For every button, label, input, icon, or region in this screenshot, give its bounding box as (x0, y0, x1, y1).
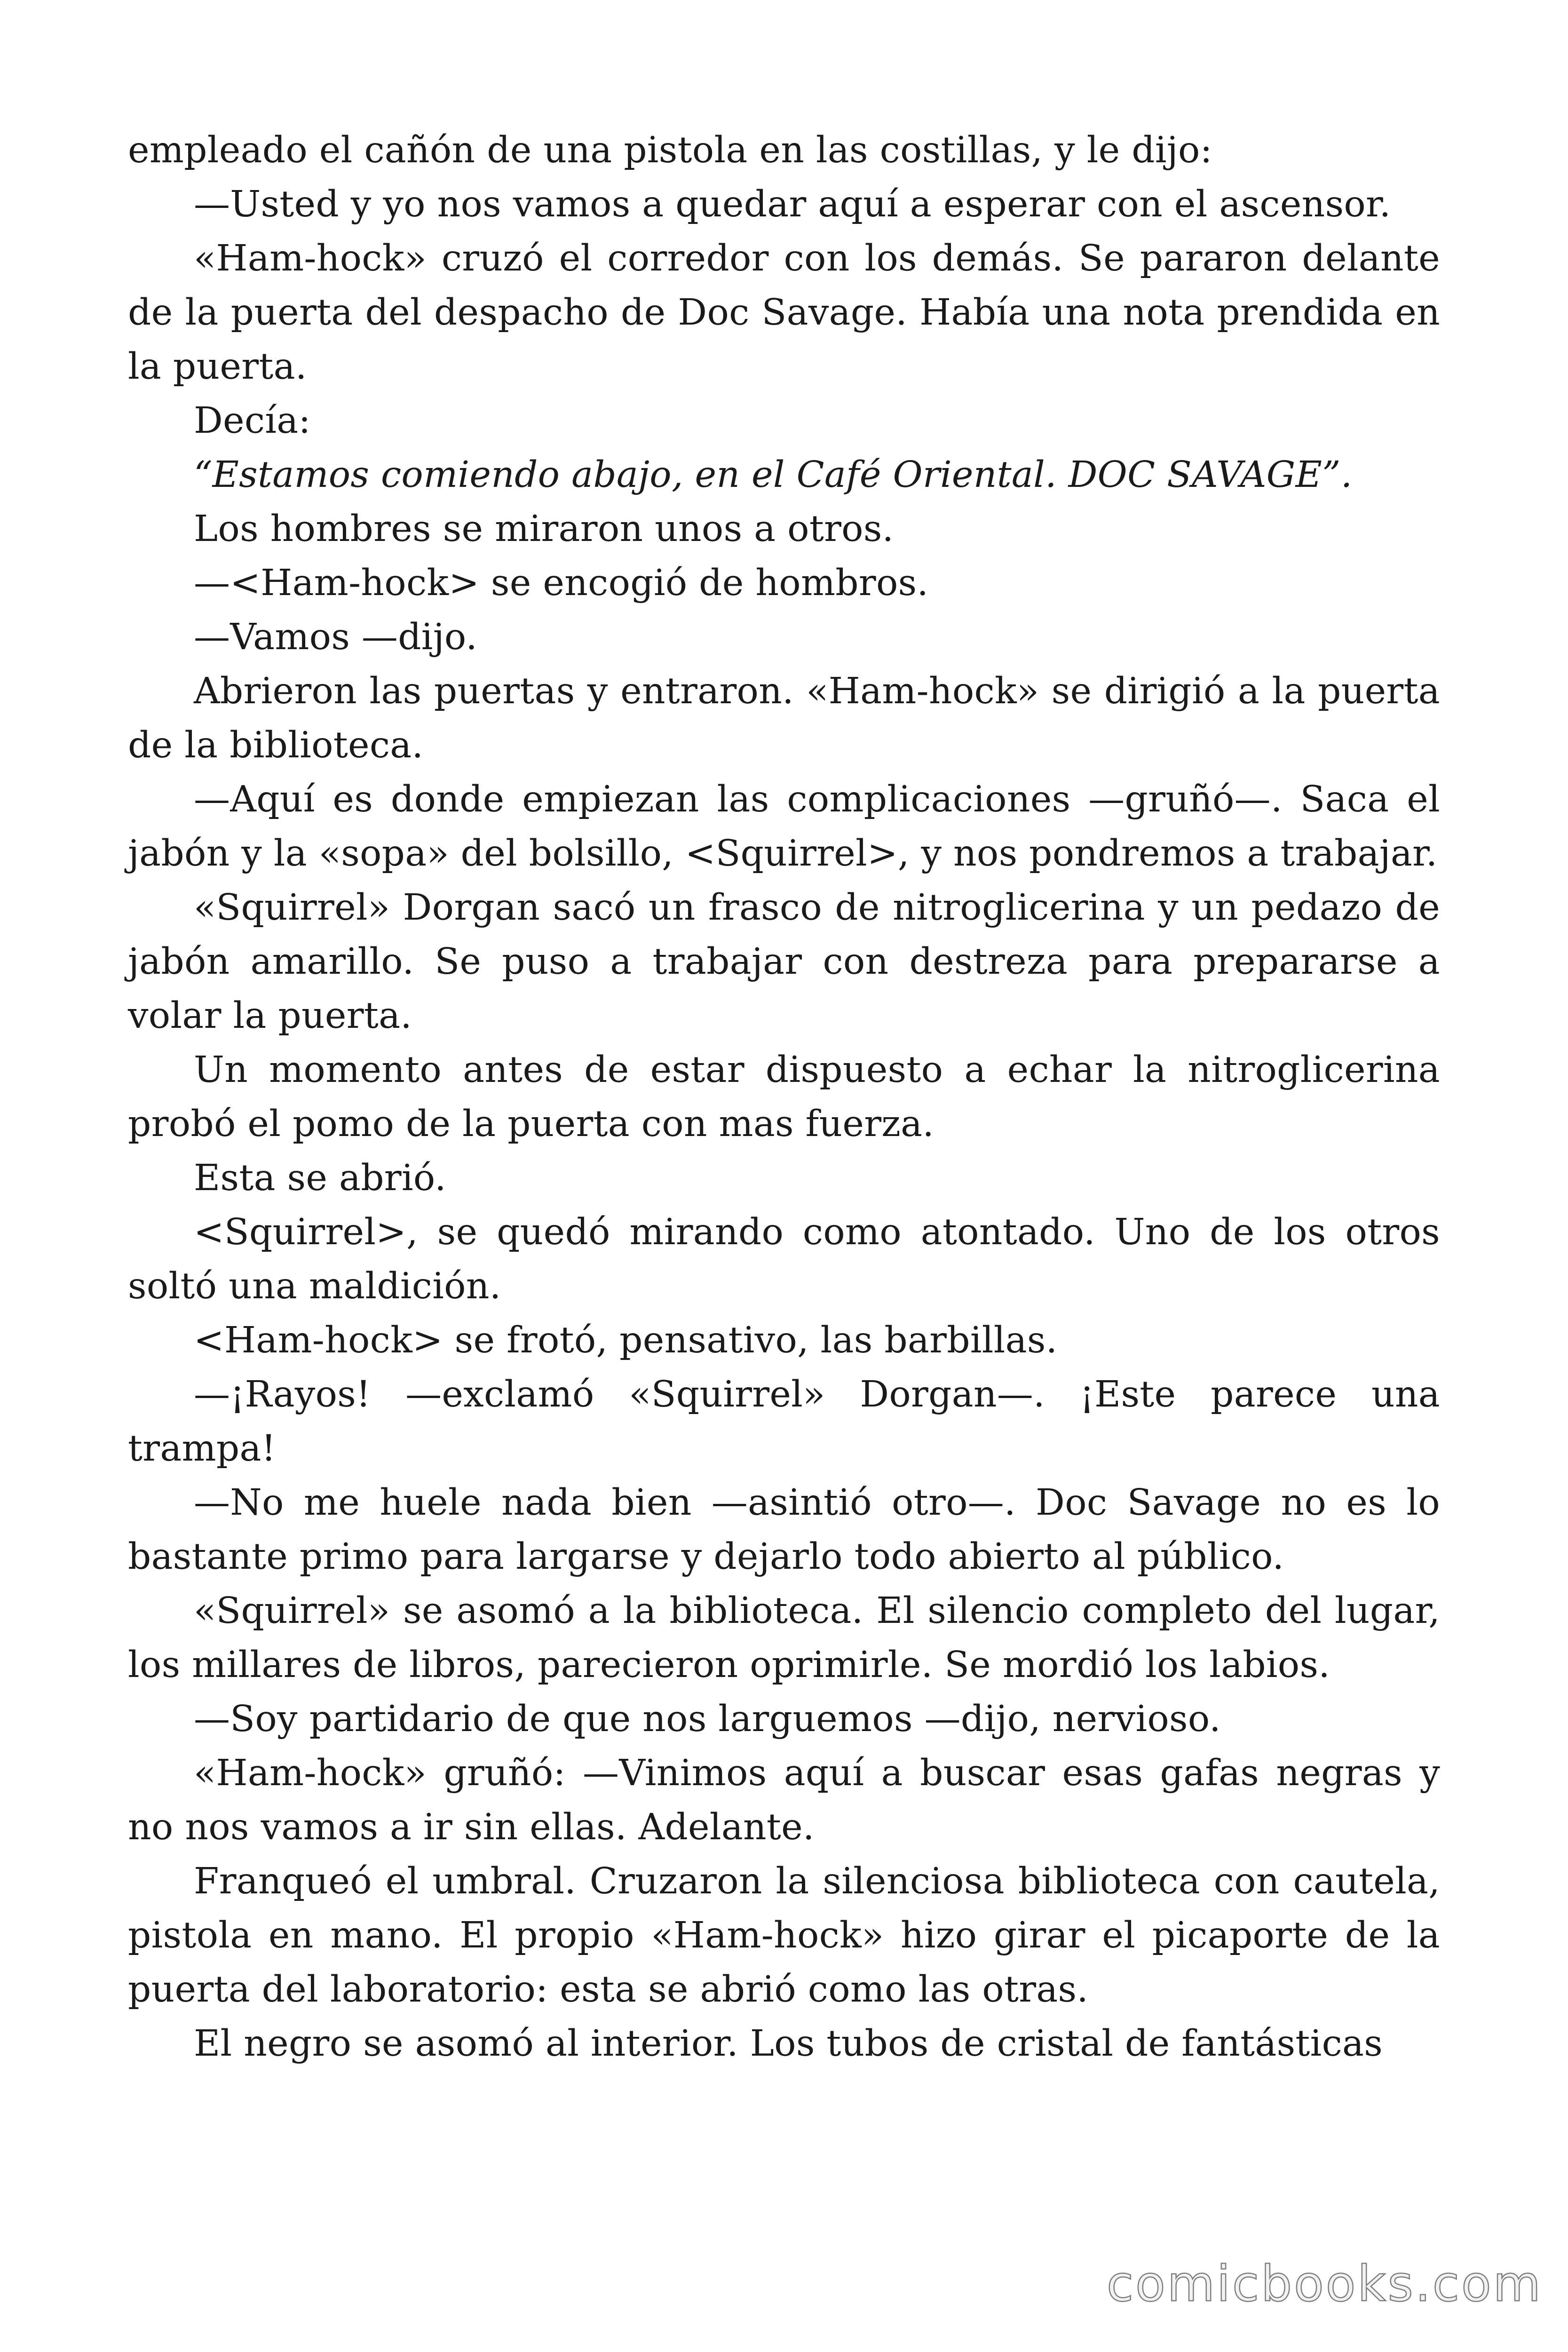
paragraph: —No me huele nada bien —asintió otro—. Doc Savage no es lo bastante primo para largarse y dejarlo todo abierto al público. (128, 1482, 1440, 1578)
paragraph: Abrieron las puertas y entraron. «Ham-hock» se dirigió a la puerta de la biblioteca. (128, 670, 1440, 766)
paragraph: «Squirrel» se asomó a la biblioteca. El silencio completo del lugar, los millares de libros, parecieron oprimirle. Se mordió los labios. (128, 1590, 1440, 1686)
paragraph: Franqueó el umbral. Cruzaron la silenciosa biblioteca con cautela, pistola en mano. El propio «Ham-hock» hizo girar el picaporte de la puerta del laboratorio: esta se abrió como las otras. (128, 1860, 1440, 2010)
paragraph: —Soy partidario de que nos larguemos —dijo, nervioso. (194, 1698, 1221, 1740)
paragraph: Los hombres se miraron unos a otros. (194, 508, 894, 550)
paragraph: Decía: (194, 400, 311, 442)
paragraph: «Ham-hock» cruzó el corredor con los demás. Se pararon delante de la puerta del despacho de Doc Savage. Había una nota prendida en la puerta. (128, 238, 1440, 388)
page-text (128, 123, 1440, 2071)
paragraph: empleado el cañón de una pistola en las costillas, y le dijo: (128, 129, 1212, 171)
paragraph: El negro se asomó al interior. Los tubos de cristal de fantásticas (194, 2023, 1383, 2065)
watermark: comicbooks.com (1106, 2255, 1543, 2312)
paragraph: —Aquí es donde empiezan las complicaciones —gruñó—. Saca el jabón y la «sopa» del bolsillo, <Squirrel>, y nos pondremos a trabajar. (128, 779, 1440, 874)
paragraph: —Usted y yo nos vamos a quedar aquí a esperar con el ascensor. (194, 183, 1391, 225)
paragraph: —¡Rayos! —exclamó «Squirrel» Dorgan—. ¡Este parece una trampa! (128, 1374, 1440, 1470)
paragraph: —Vamos —dijo. (194, 616, 477, 658)
paragraph: «Squirrel» Dorgan sacó un frasco de nitroglicerina y un pedazo de jabón amarillo. Se puso a trabajar con destreza para prepararse a volar la puerta. (128, 887, 1440, 1037)
paragraph-note: “Estamos comiendo abajo, en el Café Oriental. DOC SAVAGE”. (194, 454, 1353, 496)
paragraph: «Ham-hock» gruñó: —Vinimos aquí a buscar esas gafas negras y no nos vamos a ir sin ellas. Adelante. (128, 1752, 1440, 1848)
paragraph: <Ham-hock> se frotó, pensativo, las barbillas. (194, 1319, 1058, 1361)
paragraph: —<Ham-hock> se encogió de hombros. (194, 562, 929, 604)
paragraph: Un momento antes de estar dispuesto a echar la nitroglicerina probó el pomo de la puerta con mas fuerza. (128, 1049, 1440, 1145)
paragraph: <Squirrel>, se quedó mirando como atontado. Uno de los otros soltó una maldición. (128, 1211, 1440, 1307)
paragraph: Esta se abrió. (194, 1157, 446, 1199)
